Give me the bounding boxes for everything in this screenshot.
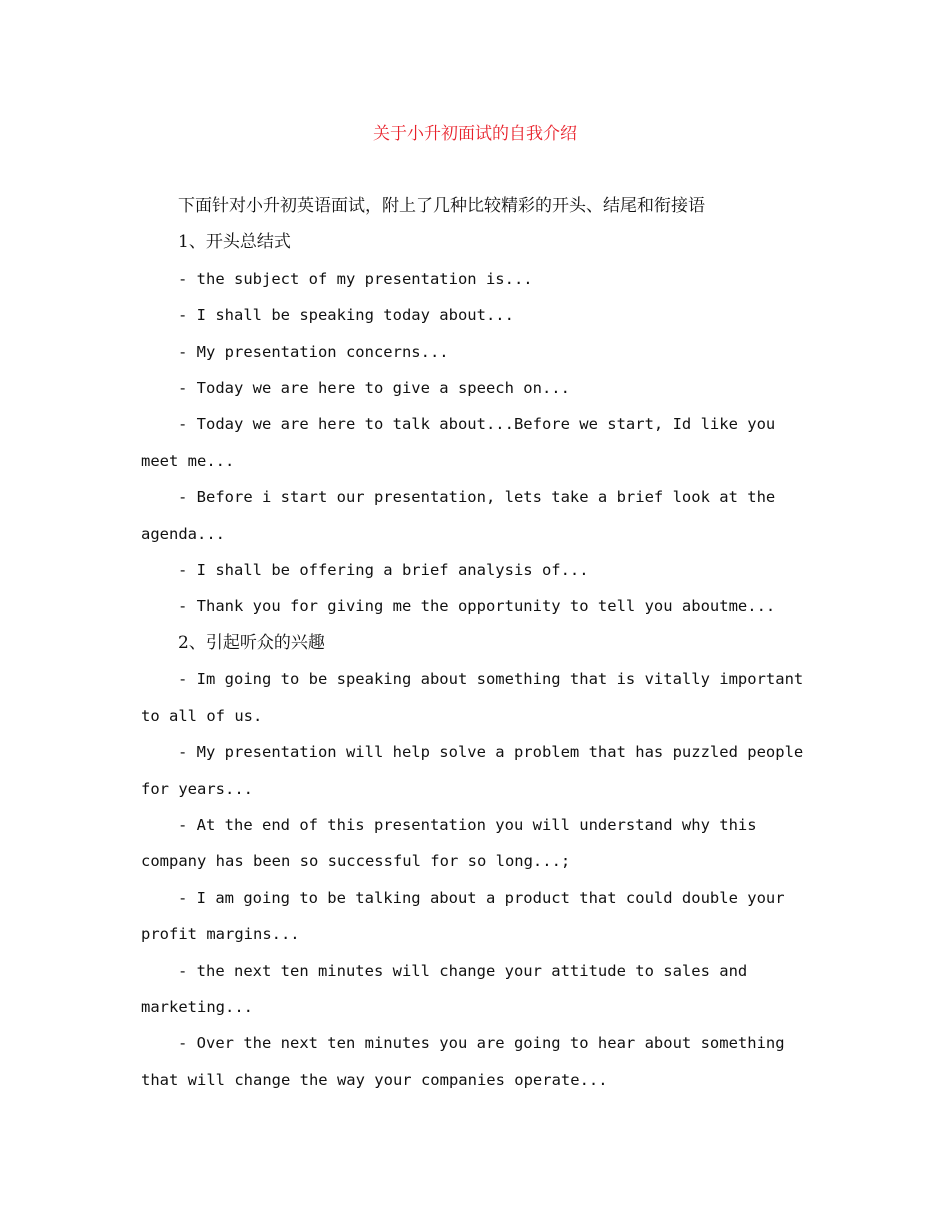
- list-item: - My presentation concerns...: [178, 342, 449, 361]
- section-heading-interest: 2、引起听众的兴趣: [178, 632, 325, 653]
- intro-paragraph: 下面针对小升初英语面试，附上了几种比较精彩的开头、结尾和衔接语: [178, 196, 705, 216]
- list-item: - Today we are here to give a speech on...: [178, 379, 570, 398]
- list-item: - I shall be offering a brief analysis of...: [178, 561, 589, 580]
- list-item: - Thank you for giving me the opportunity to tell you aboutme...: [178, 597, 776, 616]
- list-item: - My presentation will help solve a problem that has puzzled people for years...: [141, 743, 804, 798]
- document-body: [141, 188, 811, 1098]
- document-title: 关于小升初面试的自我介绍: [373, 124, 577, 144]
- list-item: - I shall be speaking today about...: [178, 306, 514, 325]
- section-heading-openings: 1、开头总结式: [178, 232, 291, 253]
- list-item: - the subject of my presentation is...: [178, 269, 533, 288]
- list-item: - Over the next ten minutes you are going to hear about something that will change the way your companies operate...: [141, 1034, 785, 1089]
- list-item: - Today we are here to talk about...Before we start, Id like you meet me...: [141, 415, 776, 470]
- list-item: - the next ten minutes will change your attitude to sales and marketing...: [141, 961, 748, 1016]
- list-item: - Before i start our presentation, lets take a brief look at the agenda...: [141, 488, 776, 543]
- list-item: - At the end of this presentation you will understand why this company has been so successful for so long...;: [141, 815, 757, 871]
- list-item: - Im going to be speaking about something that is vitally important to all of us.: [141, 670, 804, 725]
- list-item: - I am going to be talking about a product that could double your profit margins...: [141, 888, 785, 944]
